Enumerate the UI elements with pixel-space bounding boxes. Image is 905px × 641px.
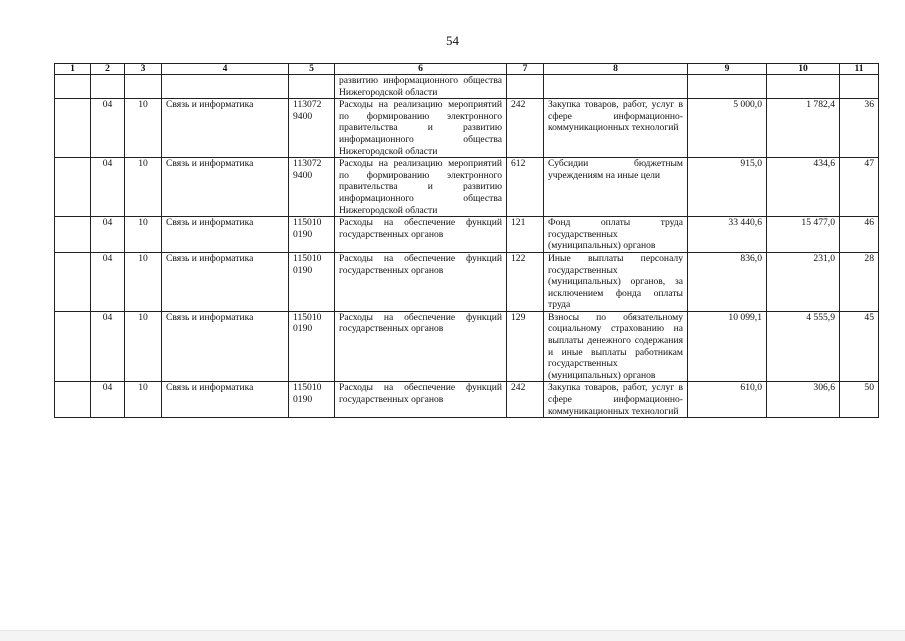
- cell-expense-type: 242: [507, 99, 544, 158]
- cell-plan: 836,0: [688, 252, 767, 311]
- cell-plan: 915,0: [688, 158, 767, 217]
- column-header: 6: [335, 64, 507, 75]
- column-header: 9: [688, 64, 767, 75]
- cell-section-name: Связь и информатика: [162, 99, 289, 158]
- cell-subsection: 10: [125, 158, 162, 217]
- cell-expense-name: Расходы на реализацию мероприятий по формированию электронного правительства и развитию информационного общества Нижегородской области: [335, 99, 507, 158]
- cell-empty: [840, 75, 879, 99]
- cell-expense-type-name: Закупка товаров, работ, услуг в сфере информационно-коммуникационных технологий: [544, 99, 688, 158]
- cell-target-code: 115010 0190: [289, 382, 335, 418]
- cell-expense-type: 129: [507, 311, 544, 382]
- scan-bottom-edge: [0, 630, 905, 641]
- cell-empty: [162, 75, 289, 99]
- cell-section-name: Связь и информатика: [162, 311, 289, 382]
- cell-subsection: 10: [125, 99, 162, 158]
- cell-section: 04: [91, 382, 125, 418]
- cell-section: 04: [91, 252, 125, 311]
- table-row: [55, 382, 879, 418]
- cell-actual: 1 782,4: [767, 99, 840, 158]
- table-row: [55, 311, 879, 382]
- column-header: 7: [507, 64, 544, 75]
- cell-col1: [55, 311, 91, 382]
- cell-actual: 15 477,0: [767, 217, 840, 253]
- cell-actual: 4 555,9: [767, 311, 840, 382]
- cell-empty: [125, 75, 162, 99]
- cell-plan: 610,0: [688, 382, 767, 418]
- cell-col1: [55, 99, 91, 158]
- cell-col1: [55, 382, 91, 418]
- cell-empty: [55, 75, 91, 99]
- cell-percent: 45: [840, 311, 879, 382]
- cell-percent: 46: [840, 217, 879, 253]
- cell-expense-type: 242: [507, 382, 544, 418]
- cell-expense-type-name: Взносы по обязательному социальному страхованию на выплаты денежного содержания и иные выплаты работникам государственных (муниципальных) органов: [544, 311, 688, 382]
- cell-expense-type-name: Закупка товаров, работ, услуг в сфере информационно-коммуникационных технологий: [544, 382, 688, 418]
- cell-empty: [767, 75, 840, 99]
- cell-empty: [507, 75, 544, 99]
- cell-empty: [91, 75, 125, 99]
- column-header: 1: [55, 64, 91, 75]
- column-header: 10: [767, 64, 840, 75]
- cell-plan: 33 440,6: [688, 217, 767, 253]
- cell-expense-type-name: Иные выплаты персоналу государственных (муниципальных) органов, за исключением фонда оплаты труда: [544, 252, 688, 311]
- page-number: 54: [446, 33, 459, 48]
- cell-empty: [544, 75, 688, 99]
- cell-target-code: 115010 0190: [289, 252, 335, 311]
- cell-expense-name: Расходы на обеспечение функций государственных органов: [335, 217, 507, 253]
- cell-section: 04: [91, 311, 125, 382]
- cell-expense-name: Расходы на реализацию мероприятий по формированию электронного правительства и развитию информационного общества Нижегородской области: [335, 158, 507, 217]
- budget-table: [54, 63, 879, 418]
- cell-percent: 28: [840, 252, 879, 311]
- cell-expense-type: 612: [507, 158, 544, 217]
- cell-subsection: 10: [125, 217, 162, 253]
- table-row: [55, 99, 879, 158]
- column-header: 3: [125, 64, 162, 75]
- cell-subsection: 10: [125, 252, 162, 311]
- cell-section: 04: [91, 99, 125, 158]
- cell-col1: [55, 158, 91, 217]
- cell-col1: [55, 252, 91, 311]
- cell-expense-name: Расходы на обеспечение функций государственных органов: [335, 252, 507, 311]
- cell-expense-type: 121: [507, 217, 544, 253]
- cell-empty: [688, 75, 767, 99]
- cell-percent: 47: [840, 158, 879, 217]
- cell-empty: [289, 75, 335, 99]
- table-row: [55, 252, 879, 311]
- cell-subsection: 10: [125, 311, 162, 382]
- column-header: 8: [544, 64, 688, 75]
- cell-section: 04: [91, 217, 125, 253]
- cell-expense-name: развитию информационного общества Нижегородской области: [335, 75, 507, 99]
- cell-actual: 306,6: [767, 382, 840, 418]
- column-header: 2: [91, 64, 125, 75]
- cell-target-code: 115010 0190: [289, 217, 335, 253]
- cell-section-name: Связь и информатика: [162, 217, 289, 253]
- column-header: 5: [289, 64, 335, 75]
- cell-plan: 5 000,0: [688, 99, 767, 158]
- cell-section-name: Связь и информатика: [162, 158, 289, 217]
- table-header-row: [55, 64, 879, 75]
- cell-section: 04: [91, 158, 125, 217]
- column-header: 4: [162, 64, 289, 75]
- table-row: [55, 158, 879, 217]
- cell-actual: 434,6: [767, 158, 840, 217]
- cell-target-code: 113072 9400: [289, 158, 335, 217]
- table-row: [55, 217, 879, 253]
- cell-expense-name: Расходы на обеспечение функций государственных органов: [335, 382, 507, 418]
- cell-plan: 10 099,1: [688, 311, 767, 382]
- table-row-continuation: [55, 75, 879, 99]
- cell-actual: 231,0: [767, 252, 840, 311]
- column-header: 11: [840, 64, 879, 75]
- cell-col1: [55, 217, 91, 253]
- cell-percent: 50: [840, 382, 879, 418]
- cell-target-code: 113072 9400: [289, 99, 335, 158]
- cell-percent: 36: [840, 99, 879, 158]
- cell-subsection: 10: [125, 382, 162, 418]
- cell-target-code: 115010 0190: [289, 311, 335, 382]
- cell-expense-type: 122: [507, 252, 544, 311]
- cell-section-name: Связь и информатика: [162, 252, 289, 311]
- cell-expense-type-name: Субсидии бюджетным учреждениям на иные цели: [544, 158, 688, 217]
- cell-expense-name: Расходы на обеспечение функций государственных органов: [335, 311, 507, 382]
- cell-section-name: Связь и информатика: [162, 382, 289, 418]
- cell-expense-type-name: Фонд оплаты труда государственных (муниципальных) органов: [544, 217, 688, 253]
